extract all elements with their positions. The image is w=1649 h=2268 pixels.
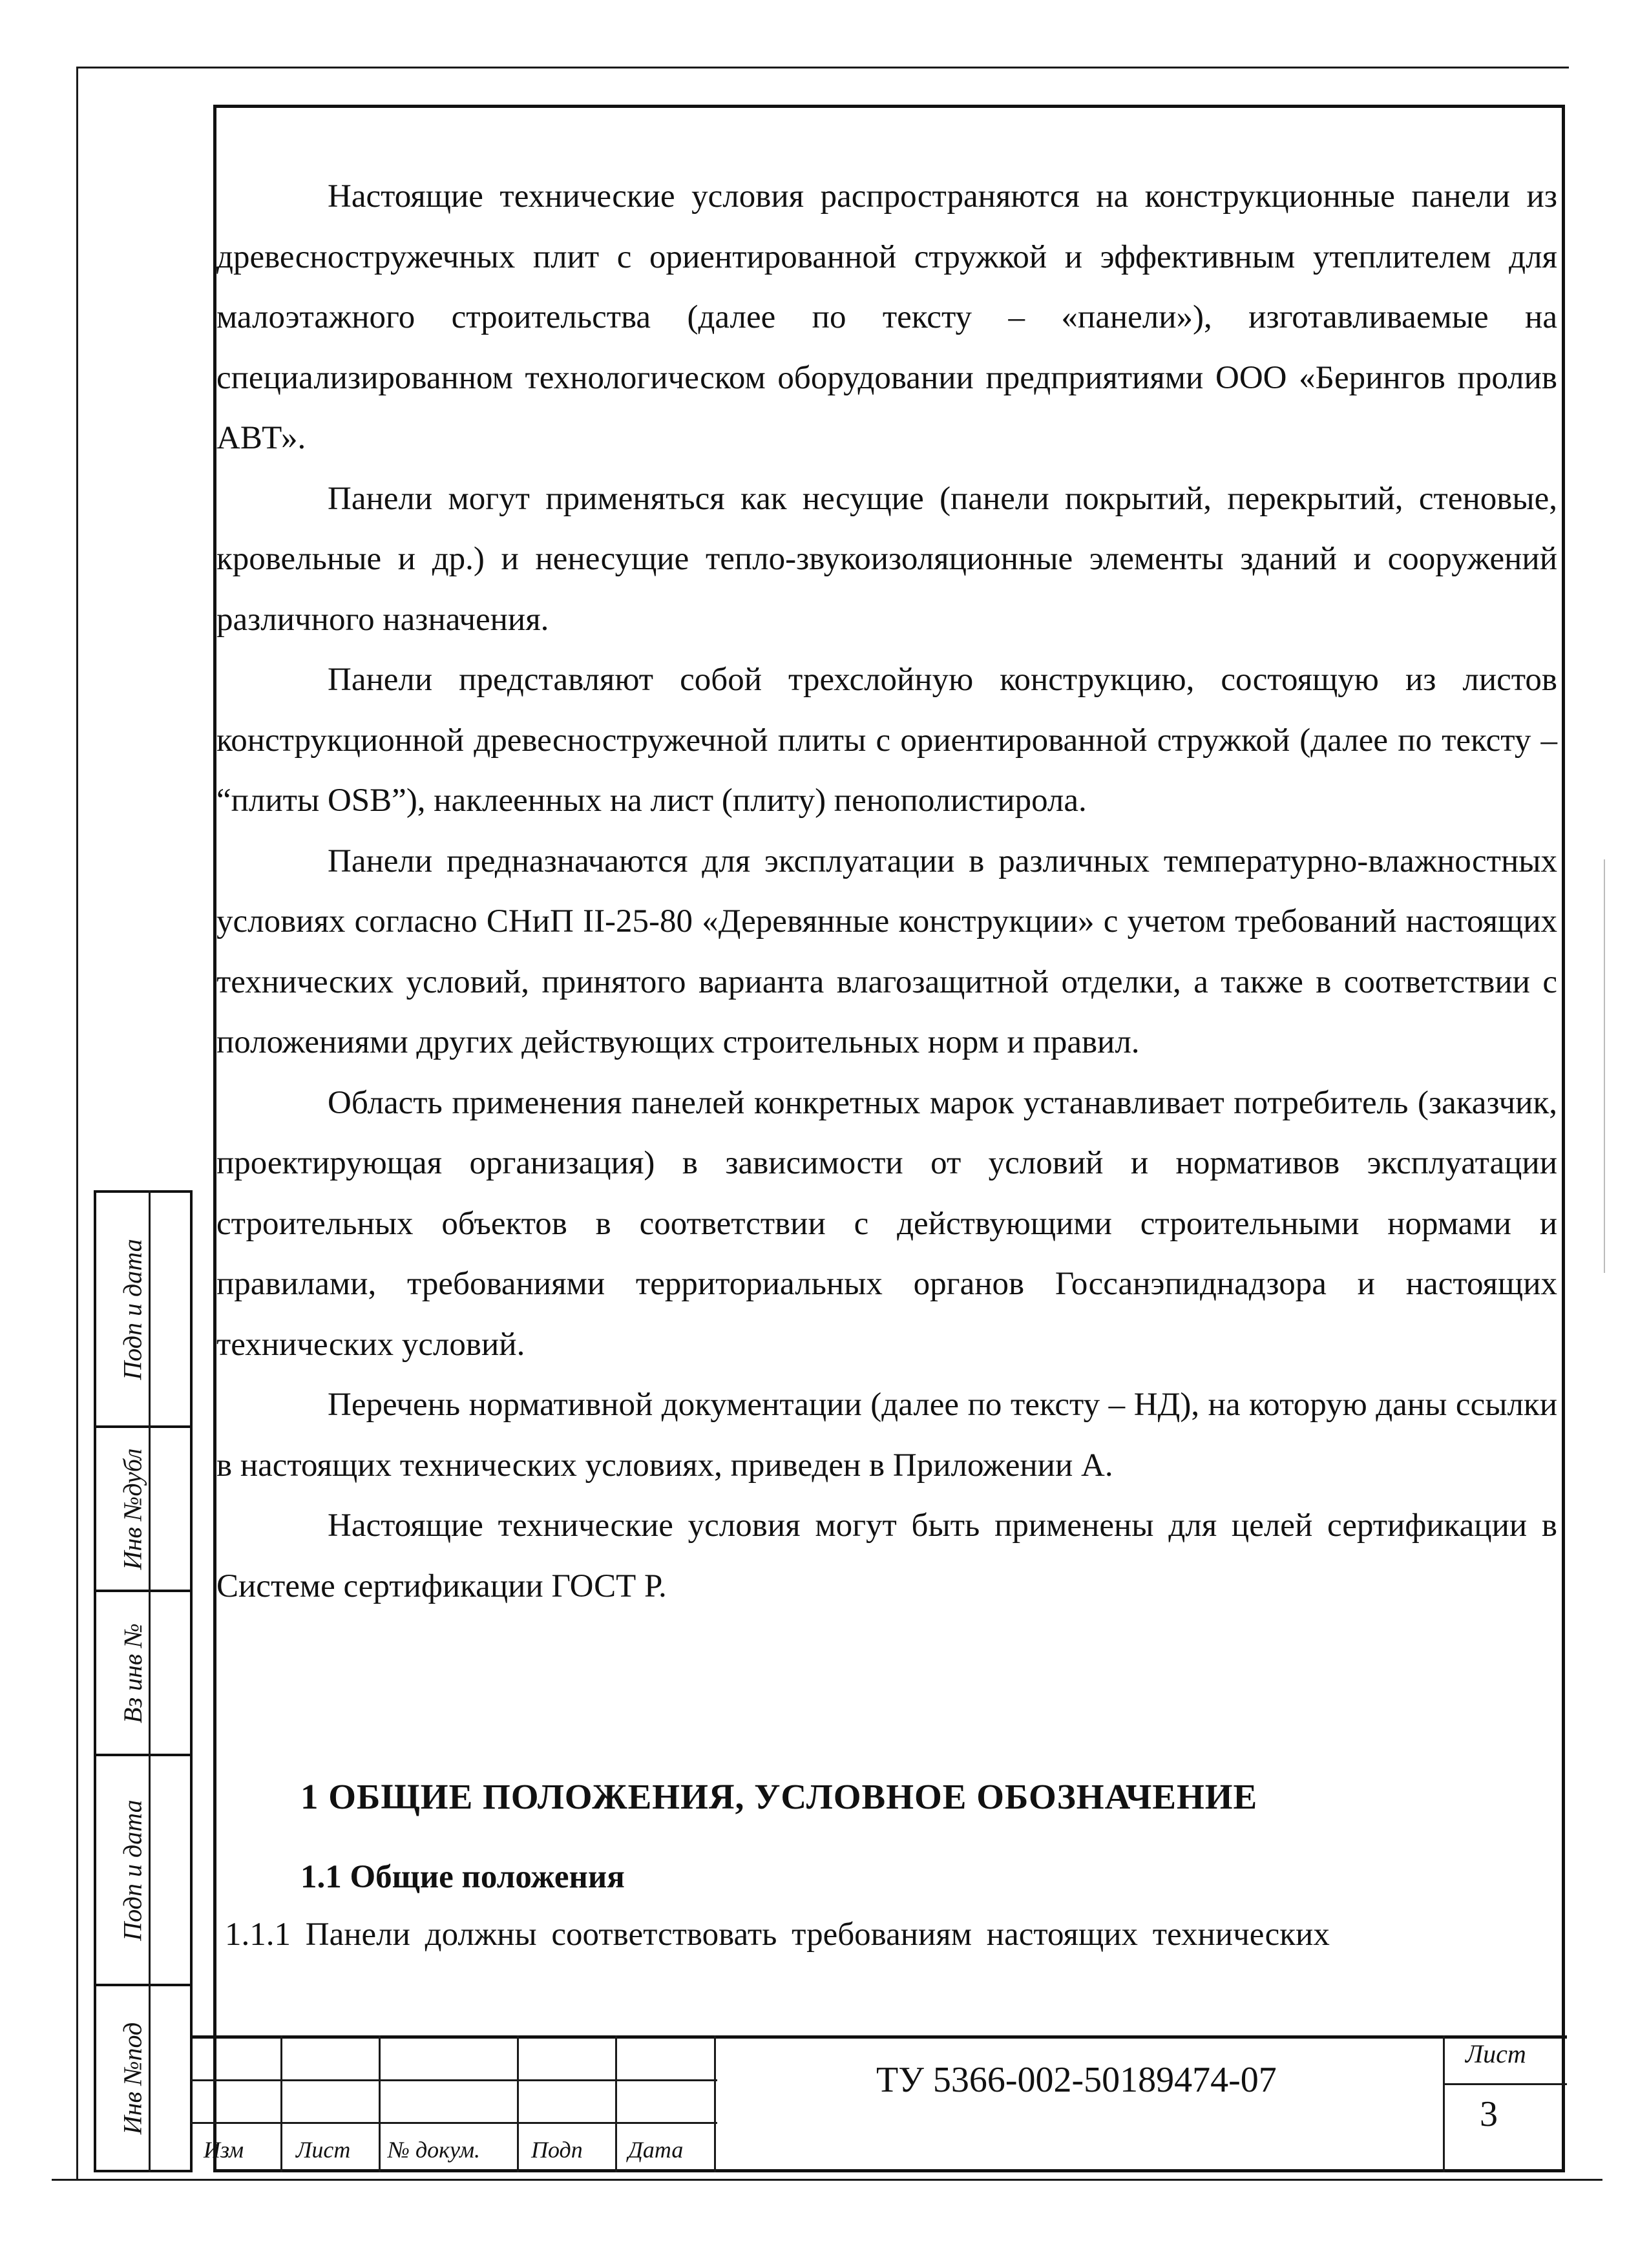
paragraph-certification: Настоящие технические условия могут быть применены для целей сертификации в Системе сертификации ГОСТ Р. [216,1507,1557,1604]
clause-1-1-1: 1.1.1 Панели должны соответствовать требованиям настоящих технических [225,1916,1330,1953]
paragraph-operation: Панели предназначаются для эксплуатации в различных температурно-влажностных условиях согласно СНиП II-25-80 «Деревянные конструкции» с учетом требований настоящих технических условий, принятого варианта влагозащитной отделки, а также в соответствии с положениями других действующих строительных норм и правил. [216,843,1557,1060]
outer-bottom-line [52,2179,1602,2181]
outer-top-line [76,67,1569,68]
sheet-number: 3 [1480,2094,1498,2134]
paragraph-scope: Настоящие технические условия распространяются на конструкционные панели из древесностружечных плит с ориентированной стружкой и эффективным утеплителем для малоэтажного строительства (далее по тексту – «панели»), изготавливаемые на специализированном технологическом оборудовании предприятиями ООО «Берингов пролив АВТ». [216,178,1557,456]
body-text [216,167,1557,1617]
stamp-col-date: Дата [628,2137,684,2163]
stamp-sheet-divider [1443,2083,1567,2085]
side-label-replaced-inv: Вз инв № [118,1622,147,1723]
stamp-col-3 [517,2035,519,2172]
outer-left-line [76,67,78,2179]
stamp-col-signature: Подп [531,2137,583,2163]
paragraph-application: Область применения панелей конкретных марок устанавливает потребитель (заказчик, проектирующая организация) в зависимости от условий и нормативов эксплуатации строительных объектов в соответствии с действующими строительными нормами и правилами, требованиями территориальных органов Госсанэпиднадзора и настоящих технических условий. [216,1084,1557,1363]
paragraph-usage: Панели могут применяться как несущие (панели покрытий, перекрытий, стеновые, кровельные и др.) и ненесущие тепло-звукоизоляционные элементы зданий и сооружений различного назначения. [216,480,1557,638]
section-title: 1 ОБЩИЕ ПОЛОЖЕНИЯ, УСЛОВНОЕ ОБОЗНАЧЕНИЕ [300,1777,1258,1816]
stamp-col-sheet: Лист [296,2137,351,2163]
paragraph-references: Перечень нормативной документации (далее по тексту – НД), на которую даны ссылки в настоящих технических условиях, приведен в Приложении А. [216,1387,1557,1484]
side-label-sign-date-2: Подп и дата [118,1799,147,1941]
side-label-sign-date-1: Подп и дата [118,1238,147,1380]
stamp-row-2 [191,2122,717,2124]
paragraph-structure: Панели представляют собой трехслойную конструкцию, состоящую из листов конструкционной древесностружечной плиты с ориентированной стружкой (далее по тексту – “плиты OSB”), наклеенных на лист (плиту) пенополистирола. [216,662,1557,819]
side-label-duplicate-inv: Инв №дубл [118,1448,147,1570]
subsection-title: 1.1 Общие положения [300,1859,625,1895]
outer-right-mark [1604,859,1605,1273]
stamp-col-5 [714,2035,716,2172]
sheet-label: Лист [1465,2039,1526,2068]
stamp-col-1 [280,2035,282,2172]
stamp-col-change: Изм [204,2137,244,2163]
document-number: ТУ 5366-002-50189474-07 [876,2060,1277,2100]
stamp-row-1 [191,2079,717,2081]
stamp-col-4 [615,2035,617,2172]
side-label-original-inv: Инв №под [118,2022,147,2134]
stamp-sheet-left [1443,2035,1445,2172]
stamp-col-doc-no: № докум. [388,2137,481,2163]
stamp-col-2 [379,2035,381,2172]
